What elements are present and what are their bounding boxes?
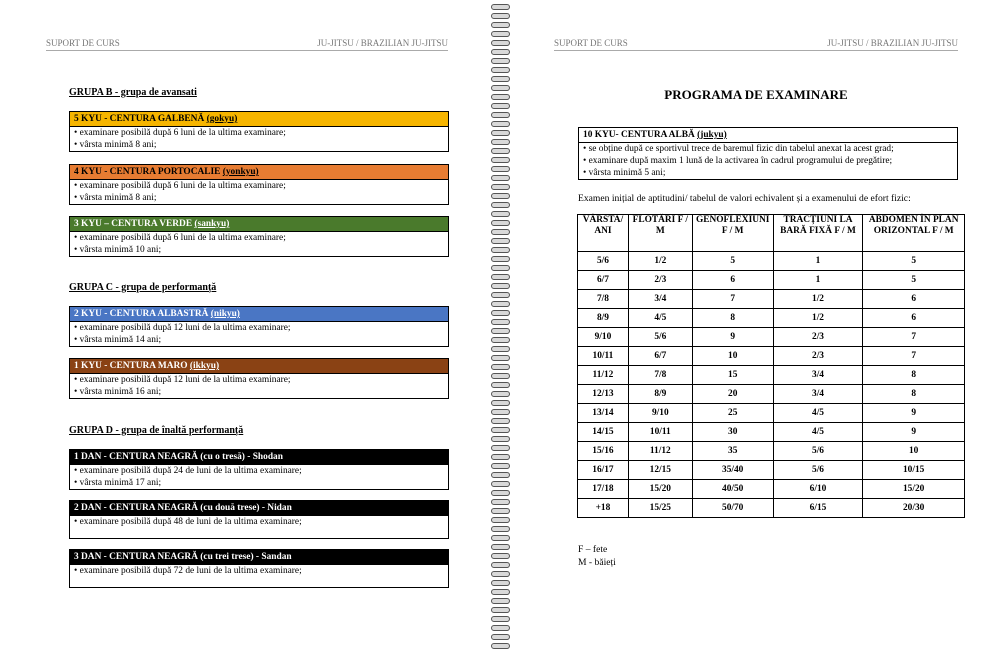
left-page [0,0,488,648]
table-cell: 2/3 [773,347,863,366]
table-cell: 9/10 [628,404,692,423]
table-cell: 6 [863,290,965,309]
binding-ring [491,49,510,55]
binding-ring [491,256,510,262]
table-cell: 10/11 [578,347,629,366]
belt-line: • vârsta minimă 10 ani; [74,245,162,255]
table-cell: 1 [773,252,863,271]
group-d-heading: GRUPA D - grupa de înaltă performanță [69,425,244,436]
table-cell: 7 [863,328,965,347]
binding-ring [491,553,510,559]
binding-ring [491,193,510,199]
table-row [578,461,965,480]
table-cell: 3/4 [773,366,863,385]
binding-ring [491,472,510,478]
belt-line: • examinare posibilă după 48 de luni de la ultima examinare; [74,517,302,527]
table-cell: 8/9 [628,385,692,404]
binding-ring [491,22,510,28]
binding-ring [491,562,510,568]
belt-line: • vârsta minimă 17 ani; [74,478,162,488]
table-cell: 2/3 [773,328,863,347]
legend-item: F – fete [578,544,608,555]
binding-ring [491,121,510,127]
binding-ring [491,607,510,613]
table-cell: 6/7 [628,347,692,366]
table-cell: 11/12 [628,442,692,461]
belt-line: • examinare posibilă după 24 de luni de la ultima examinare; [74,466,302,476]
table-cell: 7 [863,347,965,366]
belt-line: • vârsta minimă 8 ani; [74,193,157,203]
table-cell: 3/4 [773,385,863,404]
binding-ring [491,139,510,145]
table-cell: 1/2 [773,309,863,328]
right-page [512,0,1000,648]
belt-line: • examinare posibilă după 6 luni de la ultima examinare; [74,233,286,243]
table-cell: 17/18 [578,480,629,499]
binding-ring [491,202,510,208]
table-cell: 8 [863,366,965,385]
column-header: FLOTĂRI F / M [628,215,692,252]
binding-ring [491,184,510,190]
belt-title: 10 KYU- CENTURA ALBĂ (jukyu) [579,128,957,143]
binding-ring [491,409,510,415]
table-cell: 12/13 [578,385,629,404]
table-row [578,309,965,328]
table-cell: 5/6 [628,328,692,347]
table-row [578,366,965,385]
binding-ring [491,418,510,424]
belt-title: 1 KYU - CENTURA MARO (ikkyu) [70,359,448,374]
group-b-heading: GRUPA B - grupa de avansati [69,87,197,98]
table-cell: 6 [692,271,773,290]
table-row [578,385,965,404]
intro-text: Examen inițial de aptitudini/ tabelul de valori echivalent și a examenului de efort fizic: [578,193,911,204]
column-header: VÂRSTA/ ANI [578,215,629,252]
table-cell: 20/30 [863,499,965,518]
page-title: PROGRAMA DE EXAMINARE [664,87,848,102]
binding-ring [491,85,510,91]
binding-ring [491,625,510,631]
table-cell: 7/8 [628,366,692,385]
binding-ring [491,634,510,640]
belt-line: • examinare posibilă după 6 luni de la ultima examinare; [74,181,286,191]
binding-ring [491,94,510,100]
table-cell: 13/14 [578,404,629,423]
binding-ring [491,13,510,19]
binding-ring [491,157,510,163]
belt-title: 2 DAN - CENTURA NEAGRĂ (cu două trese) - Nidan [70,501,448,516]
table-cell: 9 [692,328,773,347]
table-cell: 9 [863,423,965,442]
table-cell: 25 [692,404,773,423]
table-cell: 10 [863,442,965,461]
binding-ring [491,463,510,469]
belt-box-3dan [69,549,449,588]
belt-box-10kyu [578,127,958,180]
header-left: SUPORT DE CURS [46,38,120,48]
binding-ring [491,598,510,604]
binding-ring [491,175,510,181]
binding-ring [491,454,510,460]
binding-ring [491,220,510,226]
table-cell: 35/40 [692,461,773,480]
binding-ring [491,76,510,82]
binding-ring [491,274,510,280]
binding-ring [491,103,510,109]
belt-line: • vârsta minimă 5 ani; [583,168,666,178]
binding-ring [491,238,510,244]
table-cell: 5 [863,271,965,290]
table-cell: 5/6 [578,252,629,271]
binding-ring [491,148,510,154]
belt-line: • examinare posibilă după 6 luni de la ultima examinare; [74,128,286,138]
table-row [578,480,965,499]
belt-line: • examinare posibilă după 72 de luni de la ultima examinare; [74,566,302,576]
binding-ring [491,283,510,289]
binding-ring [491,4,510,10]
table-cell: 12/15 [628,461,692,480]
binding-ring [491,247,510,253]
table-cell: 7/8 [578,290,629,309]
belt-box-3kyu [69,216,449,257]
table-cell: 5 [692,252,773,271]
table-cell: 9 [863,404,965,423]
table-cell: 10 [692,347,773,366]
belt-title: 3 KYU – CENTURA VERDE (sankyu) [70,217,448,232]
table-cell: 8/9 [578,309,629,328]
table-cell: 5/6 [773,461,863,480]
belt-box-1kyu [69,358,449,399]
table-cell: 15 [692,366,773,385]
table-cell: +18 [578,499,629,518]
table-cell: 11/12 [578,366,629,385]
table-cell: 5/6 [773,442,863,461]
binding-ring [491,265,510,271]
table-cell: 4/5 [773,423,863,442]
table-cell: 9/10 [578,328,629,347]
table-row [578,499,965,518]
binding-ring [491,292,510,298]
page-header [554,38,958,51]
column-header: ABDOMEN ÎN PLAN ORIZONTAL F / M [863,215,965,252]
binding-ring [491,544,510,550]
table-cell: 5 [863,252,965,271]
table-cell: 4/5 [773,404,863,423]
table-cell: 6/7 [578,271,629,290]
binding-ring [491,616,510,622]
belt-line: • vârsta minimă 14 ani; [74,335,162,345]
belt-line: • vârsta minimă 8 ani; [74,140,157,150]
belt-line: • examinare posibilă după 12 luni de la ultima examinare; [74,323,291,333]
binding-ring [491,508,510,514]
binding-ring [491,436,510,442]
table-row [578,442,965,461]
column-header: GENOFLEXIUNI F / M [692,215,773,252]
binding-ring [491,301,510,307]
table-cell: 6/15 [773,499,863,518]
belt-box-2kyu [69,306,449,347]
binding-ring [491,310,510,316]
binding-ring [491,355,510,361]
table-cell: 15/25 [628,499,692,518]
binding-ring [491,580,510,586]
table-row [578,347,965,366]
belt-line: • examinare după maxim 1 lună de la activarea în cadrul programului de pregătire; [583,156,893,166]
binding-ring [491,499,510,505]
table-cell: 15/20 [628,480,692,499]
table-cell: 6/10 [773,480,863,499]
table-cell: 15/16 [578,442,629,461]
belt-title: 2 KYU - CENTURA ALBASTRĂ (nikyu) [70,307,448,322]
table-row [578,404,965,423]
binding-ring [491,337,510,343]
table-cell: 6 [863,309,965,328]
binding-ring [491,346,510,352]
binding-ring [491,166,510,172]
table-row [578,271,965,290]
binding-ring [491,571,510,577]
table-cell: 7 [692,290,773,309]
binding-ring [491,319,510,325]
binding-ring [491,211,510,217]
table-row [578,252,965,271]
table-cell: 10/15 [863,461,965,480]
binding-ring [491,517,510,523]
binding-ring [491,229,510,235]
belt-title: 4 KYU - CENTURA PORTOCALIE (yonkyu) [70,165,448,180]
table-header-row [578,215,965,252]
binding-ring [491,130,510,136]
binding-ring [491,373,510,379]
binding-ring [491,391,510,397]
table-row [578,328,965,347]
belt-box-2dan [69,500,449,539]
binding-ring [491,589,510,595]
binding-ring [491,31,510,37]
spiral-binding [488,0,512,648]
table-row [578,423,965,442]
table-cell: 1/2 [773,290,863,309]
binding-ring [491,526,510,532]
belt-title: 1 DAN - CENTURA NEAGRĂ (cu o tresă) - Shodan [70,450,448,465]
table-cell: 30 [692,423,773,442]
binding-ring [491,535,510,541]
page-header [46,38,448,51]
belt-box-1dan [69,449,449,490]
table-cell: 35 [692,442,773,461]
binding-ring [491,364,510,370]
table-row [578,290,965,309]
binding-ring [491,427,510,433]
legend [578,543,616,569]
table-cell: 2/3 [628,271,692,290]
header-right: JU-JITSU / BRAZILIAN JU-JITSU [317,38,448,48]
table-cell: 1 [773,271,863,290]
header-right: JU-JITSU / BRAZILIAN JU-JITSU [827,38,958,48]
belt-title: 5 KYU - CENTURA GALBENĂ (gokyu) [70,112,448,127]
table-cell: 8 [863,385,965,404]
legend-item: M - băieți [578,557,616,568]
table-cell: 16/17 [578,461,629,480]
binding-ring [491,58,510,64]
table-cell: 10/11 [628,423,692,442]
group-c-heading: GRUPA C - grupa de performanță [69,282,217,293]
binding-ring [491,445,510,451]
binding-ring [491,67,510,73]
header-left: SUPORT DE CURS [554,38,628,48]
table-cell: 15/20 [863,480,965,499]
binding-ring [491,481,510,487]
belt-box-5kyu [69,111,449,152]
table-cell: 1/2 [628,252,692,271]
belt-box-4kyu [69,164,449,205]
belt-title: 3 DAN - CENTURA NEAGRĂ (cu trei trese) - Sandan [70,550,448,565]
binding-ring [491,400,510,406]
column-header: TRACȚIUNI LA BARĂ FIXĂ F / M [773,215,863,252]
belt-line: • se obține după ce sportivul trece de baremul fizic din tabelul anexat la acest grad; [583,144,894,154]
table-cell: 14/15 [578,423,629,442]
belt-line: • vârsta minimă 16 ani; [74,387,162,397]
binding-ring [491,382,510,388]
binding-ring [491,643,510,649]
table-cell: 4/5 [628,309,692,328]
table-cell: 20 [692,385,773,404]
binding-ring [491,40,510,46]
binding-ring [491,490,510,496]
binding-ring [491,328,510,334]
table-cell: 3/4 [628,290,692,309]
binding-ring [491,112,510,118]
table-cell: 50/70 [692,499,773,518]
exam-table [577,214,965,518]
table-cell: 40/50 [692,480,773,499]
belt-line: • examinare posibilă după 12 luni de la ultima examinare; [74,375,291,385]
table-cell: 8 [692,309,773,328]
